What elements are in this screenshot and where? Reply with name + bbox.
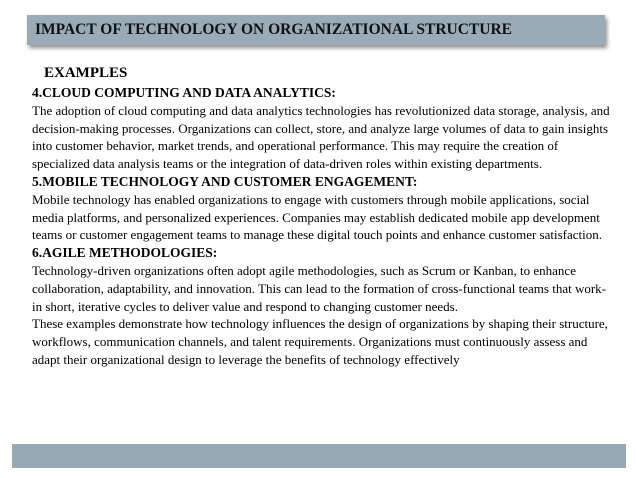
slide-title: IMPACT OF TECHNOLOGY ON ORGANIZATIONAL STRUCTURE: [35, 21, 512, 38]
examples-label: EXAMPLES: [44, 65, 128, 81]
section-body-agile: Technology-driven organizations often adopt agile methodologies, such as Scrum or Kanban, to enhance collaboration, adaptability, and innovation. This can lead to the formation of cross-functional teams that work-in short, iterative cycles to deliver value and respond to changing customer needs.: [32, 262, 607, 314]
section-body-mobile: Mobile technology has enabled organizations to engage with customers through mobile applications, social media platforms, and personalized experiences. Companies may establish dedicated mobile app development teams or customer engagement teams to manage these digital touch points and enhance customer satisfaction.: [32, 191, 603, 243]
section-heading-agile: 6.AGILE METHODOLOGIES:: [32, 245, 218, 261]
slide-content: [32, 62, 616, 369]
section-heading-cloud: 4.CLOUD COMPUTING AND DATA ANALYTICS:: [32, 85, 336, 100]
conclusion-paragraph: These examples demonstrate how technology influences the design of organizations by shaping their structure, workflows, communication channels, and talent requirements. Organizations must continuously assess and adapt their organizational design to leverage the benefits of technology effectively: [32, 316, 608, 367]
title-bar: [27, 15, 605, 45]
section-body-cloud: The adoption of cloud computing and data analytics technologies has revolutionized data storage, analysis, and decision-making processes. Organizations can collect, store, and analyze large volumes of data to gain insights into customer behavior, market trends, and operational performance. This may require the creation of specialized data analysis teams or the integration of data-driven roles within existing departments.: [32, 102, 610, 172]
section-heading-mobile: 5.MOBILE TECHNOLOGY AND CUSTOMER ENGAGEMENT:: [32, 173, 418, 189]
footer-bar: [12, 444, 626, 468]
